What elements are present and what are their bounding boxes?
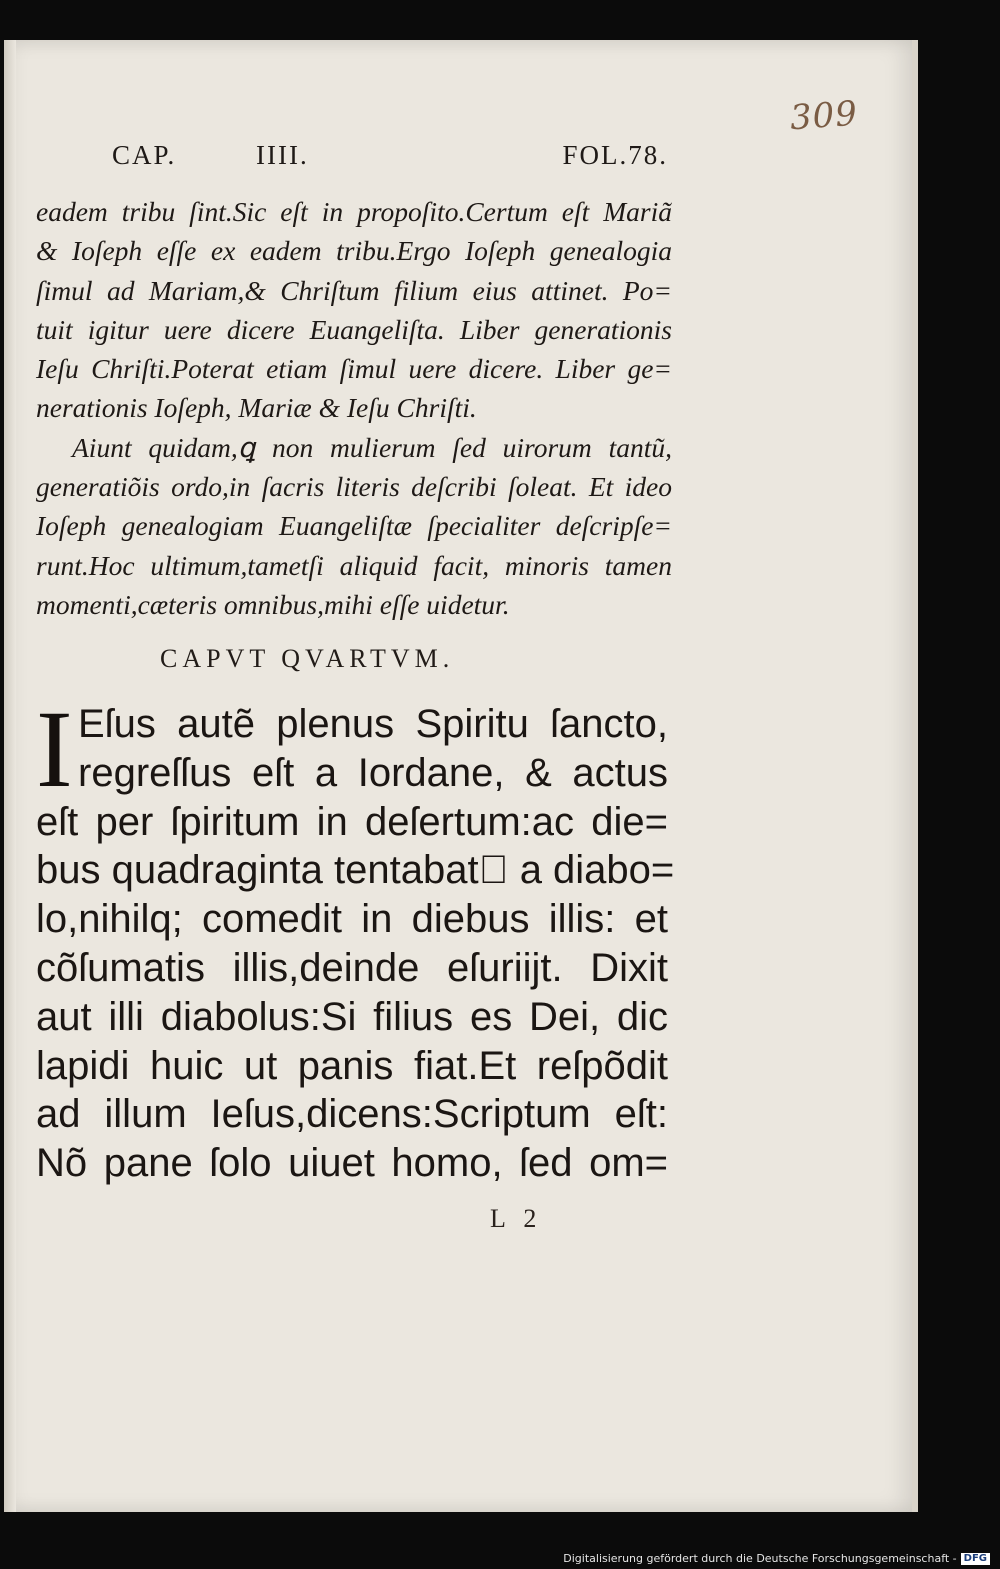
running-head <box>112 140 668 180</box>
commentary-line: Ioſeph genealogiam Euangeliſtæ ſpecialiter deſcripſe= <box>36 510 672 542</box>
chapter-heading: CAPVT QVARTVM. <box>160 644 455 673</box>
page-gutter-shadow <box>4 40 16 1512</box>
commentary-line: & Ioſeph eſſe ex eadem tribu.Ergo Ioſeph genealogia <box>36 235 672 267</box>
scripture-line: lo,nihilq; comedit in diebus illis: et <box>36 897 668 942</box>
scripture-line: bus quadraginta tentabatᷣ a diabo= <box>36 848 675 893</box>
commentary-line: momenti,cæteris omnibus,mihi eſſe uidetur. <box>36 588 510 620</box>
scripture-line: eſt per ſpiritum in deſertum:ac die= <box>36 799 668 844</box>
scripture-line: aut illi diabolus:Si filius es Dei, dic <box>36 994 668 1039</box>
scripture-line: cõſumatis illis,deinde eſuriĳt. Dixit <box>36 945 668 990</box>
dfg-logo: DFG <box>961 1553 990 1565</box>
page-fore-edge <box>912 40 918 1512</box>
scripture-line: Eſus autẽ plenus Spiritu ſancto, <box>78 702 668 746</box>
commentary-line: Ieſu Chriſti.Poterat etiam ſimul uere dicere. Liber ge= <box>36 353 672 385</box>
commentary-line: Aiunt quidam,ꝗ non mulierum ſed uirorum tantũ, <box>72 431 672 463</box>
handwritten-folio-number: 309 <box>788 93 860 139</box>
commentary-line: tuit igitur uere dicere Euangeliſta. Liber generationis <box>36 313 672 345</box>
commentary-line: ſimul ad Mariam,& Chriſtum filium eius attinet. Po= <box>36 274 672 306</box>
running-head-folio: FOL.78. <box>562 140 668 170</box>
scripture-line: lapidi huic ut panis fiat.Et reſpõdit <box>36 1043 668 1088</box>
running-head-cap: CAP. <box>112 140 177 170</box>
running-head-chapter: IIII. <box>256 140 309 170</box>
commentary-block <box>36 192 672 624</box>
signature-mark: L 2 <box>490 1204 543 1233</box>
scripture-line: ad illum Ieſus,dicens:Scriptum eſt: <box>36 1092 668 1137</box>
drop-initial: I <box>36 688 73 810</box>
scripture-line: regreſſus eſt a Iordane, & actus <box>78 750 668 795</box>
digitization-credit <box>563 1552 990 1565</box>
commentary-line: generatiõis ordo,in ſacris literis deſcribi ſoleat. Et ideo <box>36 471 672 503</box>
commentary-line: eadem tribu ſint.Sic eſt in propoſito.Certum eſt Mariã <box>36 196 672 227</box>
scripture-line: Nõ pane ſolo uiuet homo, ſed om= <box>36 1141 668 1186</box>
commentary-line: runt.Hoc ultimum,tametſi aliquid facit, minoris tamen <box>36 549 672 581</box>
scripture-block <box>36 688 675 1188</box>
credit-text: Digitalisierung gefördert durch die Deutsche Forschungsgemeinschaft - <box>563 1552 957 1565</box>
commentary-line: nerationis Ioſeph, Mariæ & Ieſu Chriſti. <box>36 392 477 424</box>
